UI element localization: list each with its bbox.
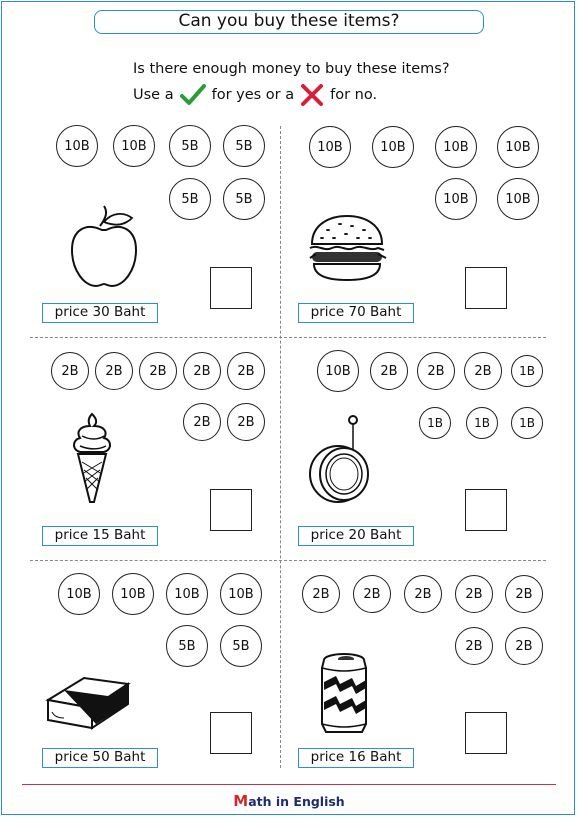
coin: 2B bbox=[464, 352, 502, 390]
coin: 5B bbox=[223, 125, 265, 167]
ice-cream-icon bbox=[70, 412, 114, 508]
coin: 10B bbox=[497, 126, 539, 168]
soda-can-icon bbox=[318, 652, 370, 742]
coin: 5B bbox=[223, 178, 265, 220]
apple-icon bbox=[66, 204, 142, 294]
coin: 2B bbox=[95, 352, 133, 390]
footer-brand-m: M bbox=[233, 792, 249, 810]
price-tag: price 30 Baht bbox=[42, 303, 158, 323]
coin: 1B bbox=[466, 407, 498, 439]
green-check-icon bbox=[180, 84, 206, 106]
eraser-icon bbox=[44, 666, 132, 736]
instruction-for-no: for no. bbox=[330, 87, 378, 103]
coin: 10B bbox=[435, 178, 477, 220]
coin: 2B bbox=[404, 575, 442, 613]
answer-box[interactable] bbox=[210, 489, 252, 531]
coin: 10B bbox=[58, 573, 100, 615]
footer-brand bbox=[0, 792, 578, 810]
row-divider-1 bbox=[30, 337, 546, 338]
coin: 10B bbox=[497, 178, 539, 220]
coin: 2B bbox=[183, 352, 221, 390]
coin: 5B bbox=[169, 125, 211, 167]
coin: 2B bbox=[227, 403, 265, 441]
instruction-line-1: Is there enough money to buy these items? bbox=[133, 61, 450, 77]
coin: 2B bbox=[139, 352, 177, 390]
coin: 10B bbox=[166, 573, 208, 615]
coin: 10B bbox=[435, 126, 477, 168]
coin: 1B bbox=[511, 407, 543, 439]
coin: 10B bbox=[317, 350, 359, 392]
answer-box[interactable] bbox=[465, 712, 507, 754]
page-title: Can you buy these items? bbox=[94, 10, 484, 34]
coin: 1B bbox=[511, 355, 543, 387]
price-tag: price 16 Baht bbox=[298, 748, 414, 768]
coin: 10B bbox=[112, 573, 154, 615]
answer-box[interactable] bbox=[210, 267, 252, 309]
coin: 10B bbox=[56, 125, 98, 167]
coin: 10B bbox=[309, 126, 351, 168]
footer-divider bbox=[22, 784, 556, 785]
coin: 10B bbox=[113, 125, 155, 167]
coin: 2B bbox=[505, 575, 543, 613]
vertical-divider bbox=[280, 126, 281, 768]
coin: 2B bbox=[370, 352, 408, 390]
footer-brand-text: ath in English bbox=[248, 794, 345, 809]
coin: 5B bbox=[220, 625, 262, 667]
answer-box[interactable] bbox=[465, 267, 507, 309]
coin: 5B bbox=[169, 178, 211, 220]
instruction-for-yes: for yes or a bbox=[211, 87, 295, 103]
price-tag: price 15 Baht bbox=[42, 526, 158, 546]
coin: 2B bbox=[455, 627, 493, 665]
instruction-line-2 bbox=[133, 84, 377, 106]
coin: 2B bbox=[302, 575, 340, 613]
coin: 5B bbox=[166, 625, 208, 667]
coin: 2B bbox=[51, 352, 89, 390]
coin: 10B bbox=[372, 126, 414, 168]
price-tag: price 20 Baht bbox=[298, 526, 414, 546]
answer-box[interactable] bbox=[210, 712, 252, 754]
coin: 2B bbox=[183, 403, 221, 441]
burger-icon bbox=[306, 214, 388, 288]
price-tag: price 70 Baht bbox=[298, 303, 414, 323]
coin: 2B bbox=[417, 352, 455, 390]
coin: 10B bbox=[220, 573, 262, 615]
coin: 2B bbox=[227, 352, 265, 390]
price-tag: price 50 Baht bbox=[42, 748, 158, 768]
answer-box[interactable] bbox=[465, 489, 507, 531]
red-cross-icon bbox=[300, 84, 324, 106]
coin: 1B bbox=[419, 407, 451, 439]
yo-yo-icon bbox=[306, 412, 376, 508]
row-divider-2 bbox=[30, 560, 546, 561]
coin: 2B bbox=[353, 575, 391, 613]
coin: 2B bbox=[455, 575, 493, 613]
instruction-use-a: Use a bbox=[133, 87, 174, 103]
coin: 2B bbox=[505, 627, 543, 665]
